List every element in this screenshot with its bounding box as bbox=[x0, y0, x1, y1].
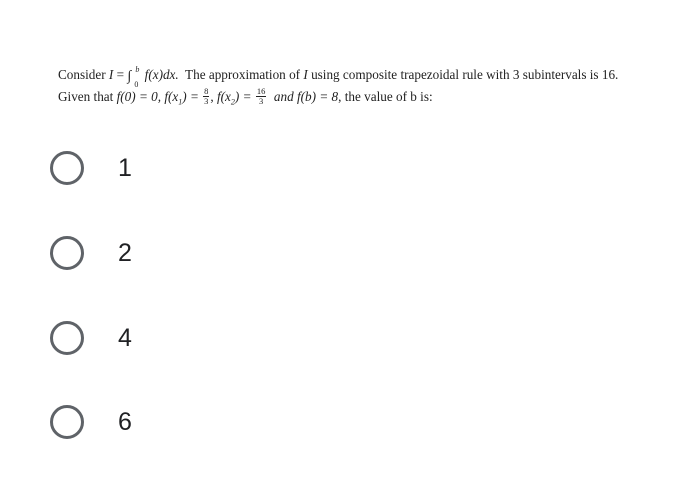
question-line-2 bbox=[58, 86, 688, 107]
integral-upper-limit: b bbox=[135, 65, 140, 74]
fraction-8-3 bbox=[203, 87, 209, 106]
question-intro: Consider bbox=[58, 67, 109, 82]
x2-subscript: 2 bbox=[230, 97, 235, 107]
integral-sign: ∫ b 0 bbox=[127, 65, 141, 86]
option-2[interactable] bbox=[50, 231, 132, 275]
fraction-2-denominator: 3 bbox=[258, 96, 264, 107]
option-1[interactable] bbox=[50, 146, 132, 190]
question-ending: , the value of b is: bbox=[338, 89, 433, 104]
f-of-x2-lhs: f(x bbox=[217, 89, 231, 104]
fraction-16-3 bbox=[256, 87, 267, 106]
f-of-x1-close: ) = bbox=[182, 89, 203, 104]
option-3[interactable] bbox=[50, 316, 132, 360]
option-4[interactable] bbox=[50, 400, 132, 444]
f-of-b: f(b) = 8 bbox=[296, 89, 339, 104]
fraction-1-denominator: 3 bbox=[204, 96, 209, 107]
given-text: Given that bbox=[58, 89, 117, 104]
integral-lower-limit: 0 bbox=[134, 80, 139, 89]
option-3-label: 4 bbox=[118, 323, 132, 352]
question-text-a: The approximation of bbox=[178, 67, 304, 82]
fraction-1-numerator: 8 bbox=[204, 86, 209, 97]
math-var-i-2: I bbox=[303, 67, 308, 82]
integrand: f(x)dx. bbox=[144, 67, 179, 82]
f-of-zero: f(0) = 0, bbox=[116, 89, 165, 104]
math-var-i: I bbox=[108, 67, 114, 82]
radio-button-option-1[interactable] bbox=[50, 151, 84, 185]
radio-button-option-3[interactable] bbox=[50, 321, 84, 355]
option-4-label: 6 bbox=[118, 407, 132, 436]
radio-button-option-2[interactable] bbox=[50, 236, 84, 270]
option-1-label: 1 bbox=[118, 153, 132, 182]
f-of-x1-lhs: f(x bbox=[164, 89, 179, 104]
f-of-x2-close: ) = bbox=[234, 89, 255, 104]
math-equals: = bbox=[113, 67, 128, 82]
question-line-1 bbox=[58, 64, 688, 89]
fraction-2-numerator: 16 bbox=[256, 86, 266, 97]
option-2-label: 2 bbox=[118, 238, 132, 267]
radio-button-option-4[interactable] bbox=[50, 405, 84, 439]
question-text bbox=[58, 64, 688, 107]
question-text-b: using composite trapezoidal rule with 3 subintervals is 16. bbox=[307, 67, 619, 82]
and-word: and bbox=[267, 89, 297, 104]
x1-subscript: 1 bbox=[178, 97, 183, 107]
comma: , bbox=[210, 89, 217, 104]
